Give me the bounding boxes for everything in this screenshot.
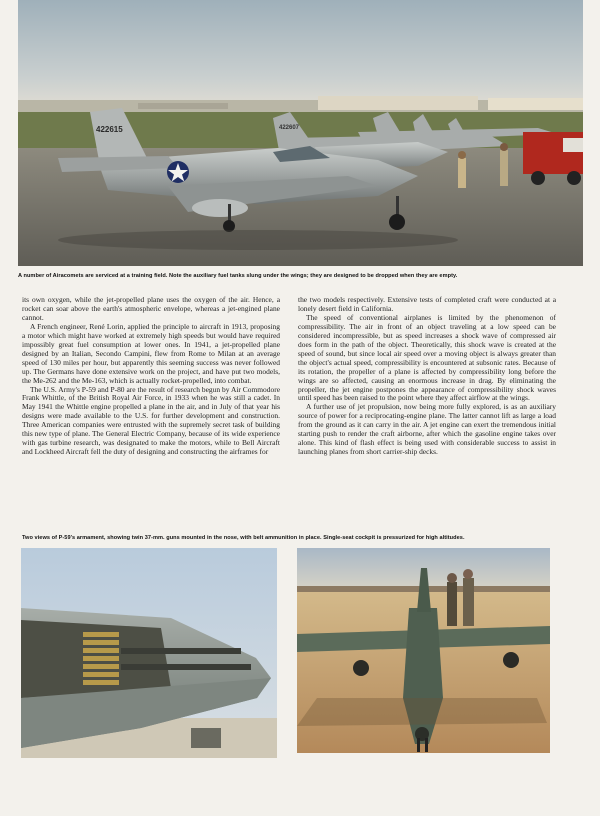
paragraph: The U.S. Army's P-59 and P-80 are the result of research begun by Air Commodore Frank Whittle, of the British Royal Air Force, in 1933 when he was still a cadet. In May 1941 the Whittle engine propelled a plane in the air, and in July of that year his designs were made available to the U.S. for further development and construction. Three American companies were entrusted with the supremely secret task of building this new type of plane. The General Electric Company, because of its wide experience with gas turbine research, was designated to make the motors, while to Bell Aircraft and Lockheed Aircraft fell the duty of designing and constructing the airframes for (22, 384, 280, 457)
tail-serial-front: 422615 (96, 125, 123, 134)
article-column-left (22, 296, 280, 457)
paragraph: its own oxygen, while the jet-propelled plane uses the oxygen of the air. Hence, a rocket can soar above the earth's atmospheric envelope, whereas a jet-engined plane cannot. (22, 295, 280, 322)
desert-plane-photo (297, 548, 550, 753)
article-column-right (298, 296, 556, 457)
paragraph: The speed of conventional airplanes is limited by the phenomenon of compressibility. The air in front of an object traveling at a low speed can be considered incompressible, but as speed increases a shock wave of compressed air does form in the path of the object. Theoretically, this shock wave is created at the speed of sound, but since local air speed over a moving object is always greater than the object's actual speed, compressibility is encountered at subsonic rates. Because of its rotation, the propeller of a plane is affected by compressibility long before the wings are so affected, causing an enormous increase in drag. By eliminating the propeller, the jet engine postpones the appearance of compressibility shock waves until speed has been raised to the point where they affect airflow at the wings. (298, 312, 556, 403)
paragraph: A further use of jet propulsion, now being more fully explored, is as an auxiliary source of power for a reciprocating-engine plane. The latter cannot lift as large a load from the ground as it can carry in the air. A jet engine can exert the tremendous initial starting push to render the craft airborne, after which the gasoline engine takes over alone. This kind of flash effect is being used with considerable success to assist in launching planes from short carrier-ship decks. (298, 402, 556, 457)
tail-serial-second: 422607 (279, 125, 300, 131)
gun-nose-photo (21, 548, 277, 758)
paragraph: A French engineer, René Lorin, applied the principle to aircraft in 1913, proposing a motor which might have worked at extremely high speeds but would have required impossibly great fuel consumption at lower ones. In 1941, a jet-propelled plane designed by an Italian, Secondo Campini, flew from Rome to Milan at an average speed of 130 miles per hour, but apparently this seeming success was never followed up. The Germans have done extensive work on the project, and have put two models, the Me-262 and the Me-163, which is actually rocket-propelled, into combat. (22, 321, 280, 385)
caption-bottom: Two views of P-59's armament, showing twin 37-mm. guns mounted in the nose, with belt ammunition in place. Single-seat cockpit is pressurized for high altitudes. (22, 535, 465, 541)
caption-top: A number of Airacomets are serviced at a training field. Note the auxiliary fuel tanks slung under the wings; they are designed to be dropped when they are empty. (18, 273, 458, 279)
airacomets-photo (18, 0, 583, 266)
paragraph: the two models respectively. Extensive tests of completed craft were conducted at a lonely desert field in California. (298, 295, 556, 313)
